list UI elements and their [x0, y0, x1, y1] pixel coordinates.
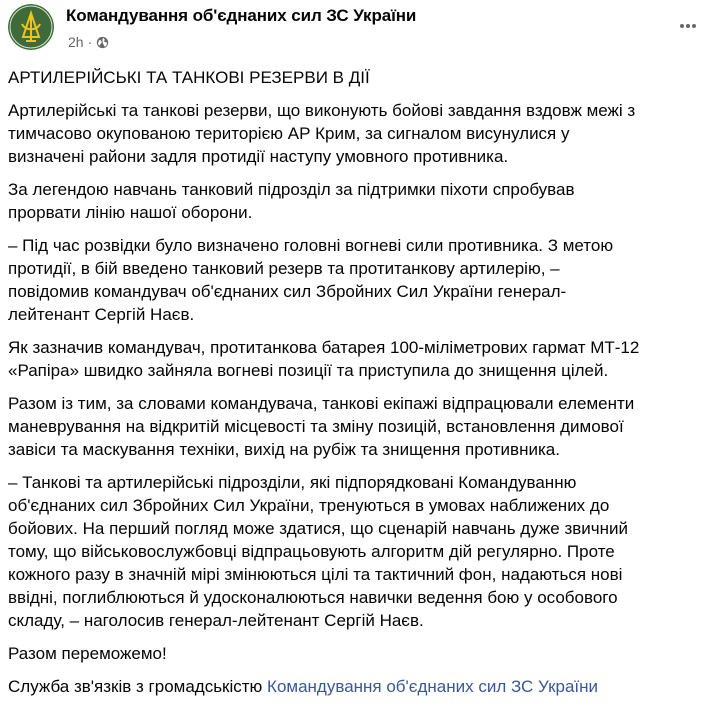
signature-text: Служба зв'язків з громадськістю: [8, 677, 268, 696]
post-paragraph: За легендою навчань танковий підрозділ за підтримки піхоти спробував прорвати лінію нашої оборони.: [8, 180, 575, 222]
post-body: [8, 66, 708, 708]
post-meta: [68, 34, 109, 50]
post-paragraph: – Під час розвідки було визначено головні вогневі сили противника. З метою протидії, в бій введено танковий резерв та протитанкову артилерію, – повідомив командувач об'єднаних сил Збройних Сил України генерал- лейтенант Сергій Наєв.: [8, 236, 614, 324]
avatar-emblem-icon: [8, 4, 54, 50]
post-paragraph: Разом переможемо!: [8, 644, 167, 663]
post-header: [8, 0, 708, 62]
more-options-button[interactable]: [670, 8, 706, 44]
post-paragraph: Разом із тим, за словами командувача, танкові екіпажі відпрацювали елементи маневрування на відкритій місцевості та зміну позицій, встановлення димової завіси та маскування техніки, вихід на рубіж та знищення противника.: [8, 394, 635, 459]
post-paragraph: Артилерійські та танкові резерви, що виконують бойові завдання вздовж межі з тимчасово окупованою територією АР Крим, за сигналом висунулися у визначені райони задля протидії наступу умовного противника.: [8, 101, 636, 166]
signature-page-link[interactable]: Командування об'єднаних сил ЗС України: [267, 677, 599, 696]
post-title: АРТИЛЕРІЙСЬКІ ТА ТАНКОВІ РЕЗЕРВИ В ДІЇ: [8, 68, 370, 87]
page-name-link[interactable]: Командування об'єднаних сил ЗС України: [66, 6, 417, 25]
post-paragraph: – Танкові та артилерійські підрозділи, які підпорядковані Командуванню об'єднаних сил Збройних Сил України, тренуються в умовах наближених до бойових. На перший погляд може здатися, що сценарій навчань дуже звичний тому, що військовослужбовці відпрацьовують алгоритм дій регулярно. Проте кожного разу в значній мірі змінюються цілі та тактичний фон, надаються нові ввідні, поглиблюються й удосконалюються навички ведення бою у особового складу, – наголосив генерал-лейтенант Сергій Наєв.: [8, 473, 629, 630]
page-avatar[interactable]: [8, 4, 54, 50]
meta-separator: ·: [87, 34, 93, 50]
post-timestamp[interactable]: 2h: [68, 34, 84, 50]
post-signature: [8, 675, 708, 698]
post-paragraph: Як зазначив командувач, протитанкова батарея 100-міліметрових гармат МТ-12 «Рапіра» швидко зайняла вогневі позиції та приступила до знищення цілей.: [8, 338, 640, 380]
globe-icon[interactable]: [96, 36, 109, 49]
more-horizontal-icon: [678, 16, 698, 36]
